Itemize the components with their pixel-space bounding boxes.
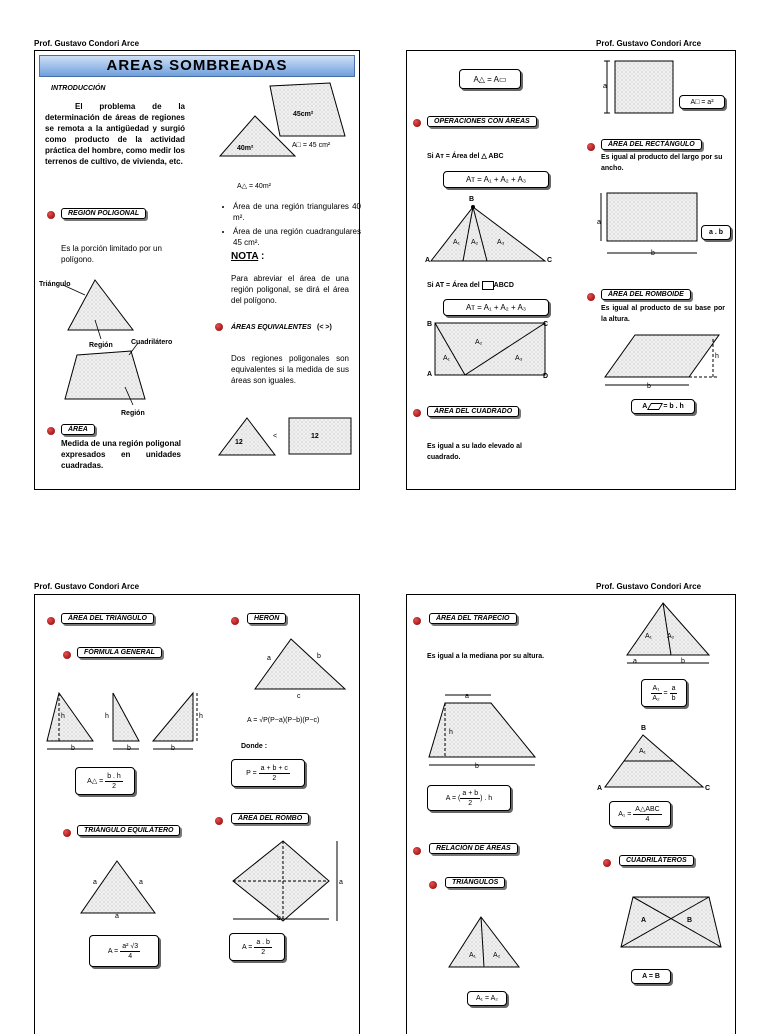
label-A3: A₃ <box>497 239 505 246</box>
area-text: Medida de una región poligonal expresados en unidades cuadradas. <box>61 439 182 470</box>
ops-label: OPERACIONES CON ÁREAS <box>427 116 537 127</box>
bullet-icon <box>413 119 421 127</box>
equiv-lt: < <box>273 433 278 440</box>
region-1-label: Región <box>89 342 113 349</box>
h-label: h <box>105 713 109 720</box>
b-label: b <box>127 745 131 752</box>
rectangle-icon <box>482 281 494 290</box>
label-B: B <box>469 196 475 203</box>
heron-c: c <box>297 693 301 700</box>
b-label: b <box>71 745 75 752</box>
region-2-label: Región <box>121 410 145 417</box>
h-label: h <box>61 713 65 720</box>
rectangle-formula: a . b <box>701 225 731 240</box>
rombo-figure <box>225 837 355 927</box>
ops-si-2: Si AT = Área del ABCD <box>427 282 514 289</box>
bullet-icon <box>603 859 611 867</box>
square-side-label: a <box>603 83 607 90</box>
tri-area-eq: A△ = 40m² <box>237 183 271 190</box>
region-poligonal-label: REGIÓN POLIGONAL <box>61 208 146 219</box>
trapezoid-figure <box>425 691 555 771</box>
heron-formula: A = √P(P−a)(P−b)(P−c) <box>247 717 320 724</box>
square-figure <box>601 59 731 119</box>
rombo-formula: A = $\frac{a . b}{2}$ <box>229 933 285 961</box>
label-D: D <box>543 373 549 380</box>
cuadrilateros-label: CUADRILÁTEROS <box>619 855 694 866</box>
equilateral-formula: A = $\frac{\text{a² √3}}{4}$ <box>89 935 159 967</box>
bullet-item: • Área de una región triangulares 40 m². <box>233 201 361 223</box>
equiv-right-value: 12 <box>311 433 319 440</box>
bullet-icon <box>47 617 55 625</box>
romboide-label: ÁREA DEL ROMBOIDE <box>601 289 691 300</box>
equilateral-figure <box>79 857 159 921</box>
label-C: C <box>705 785 711 792</box>
cuadrado-label: ÁREA DEL CUADRADO <box>427 406 519 417</box>
quad-area-value: 45cm² <box>293 111 314 118</box>
ratio-a: a <box>633 658 637 665</box>
label-C: C <box>547 257 553 264</box>
romboide-h: h <box>715 353 719 360</box>
author-name: Prof. Gustavo Condori Arce <box>34 582 140 591</box>
h-label: h <box>199 713 203 720</box>
area-example-figures <box>215 81 355 161</box>
nota-text: Para abreviar el área de una región poligonal, se dirá el área del polígono. <box>231 274 349 305</box>
trapecio-formula: A = ( $\frac{a + b}{2}$ ) . h <box>427 785 511 811</box>
rectangulo-label: ÁREA DEL RECTÁNGULO <box>601 139 702 150</box>
bullet-icon <box>413 409 421 417</box>
bullet-icon <box>231 617 239 625</box>
square-formula: A□ = a² <box>679 95 725 109</box>
bullet-icon <box>587 143 595 151</box>
bullet-icon <box>413 617 421 625</box>
label-A2: A₂ <box>493 952 501 959</box>
ratio-formula: $\frac{\text{A₁}}{\text{A₂}}$ = $\frac{a}{b}$ <box>641 679 687 707</box>
ratio-b: b <box>681 658 685 665</box>
bullet-icon <box>63 651 71 659</box>
bullet-icon <box>63 829 71 837</box>
midsegment-triangle-figure <box>603 731 713 795</box>
romboide-formula: A = b . h <box>631 399 695 414</box>
tri-area-value: 40m² <box>237 145 254 152</box>
rect-side-b: b <box>651 250 655 257</box>
rect-partition-figure <box>433 321 548 379</box>
label-B: B <box>427 321 433 328</box>
trapecio-text: Es igual a la mediana por su altura. <box>427 653 545 660</box>
triangle-rect-equality: A△ = A▭ <box>459 69 521 89</box>
rombo-label: ÁREA DEL ROMBO <box>231 813 309 824</box>
quad-area-eq: A□ = 45 cm² <box>292 142 331 149</box>
label-A1: A₁ <box>639 748 647 755</box>
cuadrado-text: Es igual a su lado elevado al cuadrado. <box>427 443 522 461</box>
equiv-figures <box>217 413 357 458</box>
romboide-text: Es igual al producto de su base por la altura. <box>601 305 725 323</box>
romboide-b: b <box>647 383 651 390</box>
label-A1: A₁ <box>645 633 653 640</box>
heron-figure <box>251 635 351 695</box>
label-A2: A₂ <box>667 633 675 640</box>
equi-side-a: a <box>139 879 143 886</box>
author-name: Prof. Gustavo Condori Arce <box>34 39 140 48</box>
quad-label-B: B <box>687 917 693 924</box>
label-A3: A₃ <box>515 355 523 362</box>
equiv-symbol: (< >) <box>317 324 332 331</box>
author-name: Prof. Gustavo Condori Arce <box>596 582 702 591</box>
cuadrilatero-label: Cuadrilátero <box>131 339 173 346</box>
bullet-icon <box>215 817 223 825</box>
page-title: AREAS SOMBREADAS <box>39 55 355 77</box>
page-2 <box>406 50 736 490</box>
quad-equal-formula: A = B <box>631 969 671 984</box>
equiv-label: ÁREAS EQUIVALENTES <box>231 324 312 331</box>
equi-side-a: a <box>115 913 119 920</box>
label-B: B <box>641 725 647 732</box>
triangle-area-formula: A△ = $\frac{b . h}{2}$ <box>75 767 135 795</box>
region-text: Es la porción limitado por un polígono. <box>61 244 162 264</box>
page-1 <box>34 50 360 490</box>
rombo-a: a <box>339 879 343 886</box>
author-name: Prof. Gustavo Condori Arce <box>596 39 702 48</box>
triangulos-label: TRIÁNGULOS <box>445 877 505 888</box>
rombo-b: b <box>277 915 281 922</box>
trap-b: b <box>475 763 479 770</box>
donde-label: Donde : <box>241 743 268 750</box>
heron-b: b <box>317 653 321 660</box>
intro-text: El problema de la determinación de áreas de regiones se remota a la antigüedad y surgió como producto de la actividad práctica del hombre, como medir los terrenos de cultivo, de vivienda, etc. <box>45 102 185 166</box>
bullet-icon <box>47 211 55 219</box>
label-A: A <box>427 371 433 378</box>
quad-label-A: A <box>641 917 647 924</box>
bullet-icon <box>47 427 55 435</box>
bullet-icon <box>429 881 437 889</box>
page-4 <box>406 594 736 1034</box>
equiv-text: Dos regiones poligonales son equivalentes si la medida de sus áreas son iguales. <box>231 354 349 385</box>
trapecio-label: ÁREA DEL TRAPECIO <box>429 613 517 624</box>
bullet-item: • Área de una región cuadrangulares 45 cm². <box>233 226 361 248</box>
equal-areas-formula: A₁ = A₂ <box>467 991 507 1006</box>
label-A2: A₂ <box>471 239 479 246</box>
median-triangle-figure <box>447 913 527 973</box>
label-C: C <box>543 321 549 328</box>
label-A1: A₁ <box>443 355 451 362</box>
label-A: A <box>597 785 603 792</box>
parallelogram-icon <box>647 403 663 410</box>
triangulo-label: Triángulo <box>39 281 71 288</box>
semiperimeter-formula: P = $\frac{a + b + c}{2}$ <box>231 759 305 787</box>
label-A2: A₂ <box>475 339 483 346</box>
romboide-figure <box>601 331 731 391</box>
area-bullets <box>221 201 361 251</box>
label-A1: A₁ <box>453 239 461 246</box>
label-A1: A₁ <box>469 952 477 959</box>
trap-h: h <box>449 729 453 736</box>
polygon-figures <box>43 275 203 415</box>
area-label: ÁREA <box>61 424 95 435</box>
trap-a: a <box>465 693 469 700</box>
equi-side-a: a <box>93 879 97 886</box>
intro-label: INTRODUCCIÓN <box>51 85 106 92</box>
ops-si-1: Si Aᴛ = Área del △ ABC <box>427 153 504 160</box>
bullet-icon <box>413 847 421 855</box>
triangle-partition-figure <box>427 201 567 266</box>
heron-a: a <box>267 655 271 662</box>
ops-formula-1: Aᴛ = A₁ + A₂ + A₃ <box>443 171 549 188</box>
page-3 <box>34 594 360 1034</box>
triangulo-area-label: ÁREA DEL TRIÁNGULO <box>61 613 154 624</box>
formula-general-label: FÓRMULA GENERAL <box>77 647 162 658</box>
heron-label: HERÓN <box>247 613 286 624</box>
rectangulo-text: Es igual al producto del largo por su ancho. <box>601 154 723 172</box>
bullet-icon <box>215 323 223 331</box>
quadrilateral-figure <box>617 893 727 953</box>
nota-heading: NOTA : <box>231 251 265 262</box>
b-label: b <box>171 745 175 752</box>
equiv-left-value: 12 <box>235 439 243 446</box>
label-A: A <box>425 257 431 264</box>
rect-side-a: a <box>597 219 601 226</box>
ops-formula-2: Aᴛ = A₁ + A₂ + A₃ <box>443 299 549 316</box>
equilatero-label: TRIÁNGULO EQUILÁTERO <box>77 825 180 836</box>
relacion-label: RELACIÓN DE ÁREAS <box>429 843 518 854</box>
bullet-icon <box>587 293 595 301</box>
midsegment-formula: A₁ = $\frac{\text{A△ABC}}{4}$ <box>609 801 671 827</box>
